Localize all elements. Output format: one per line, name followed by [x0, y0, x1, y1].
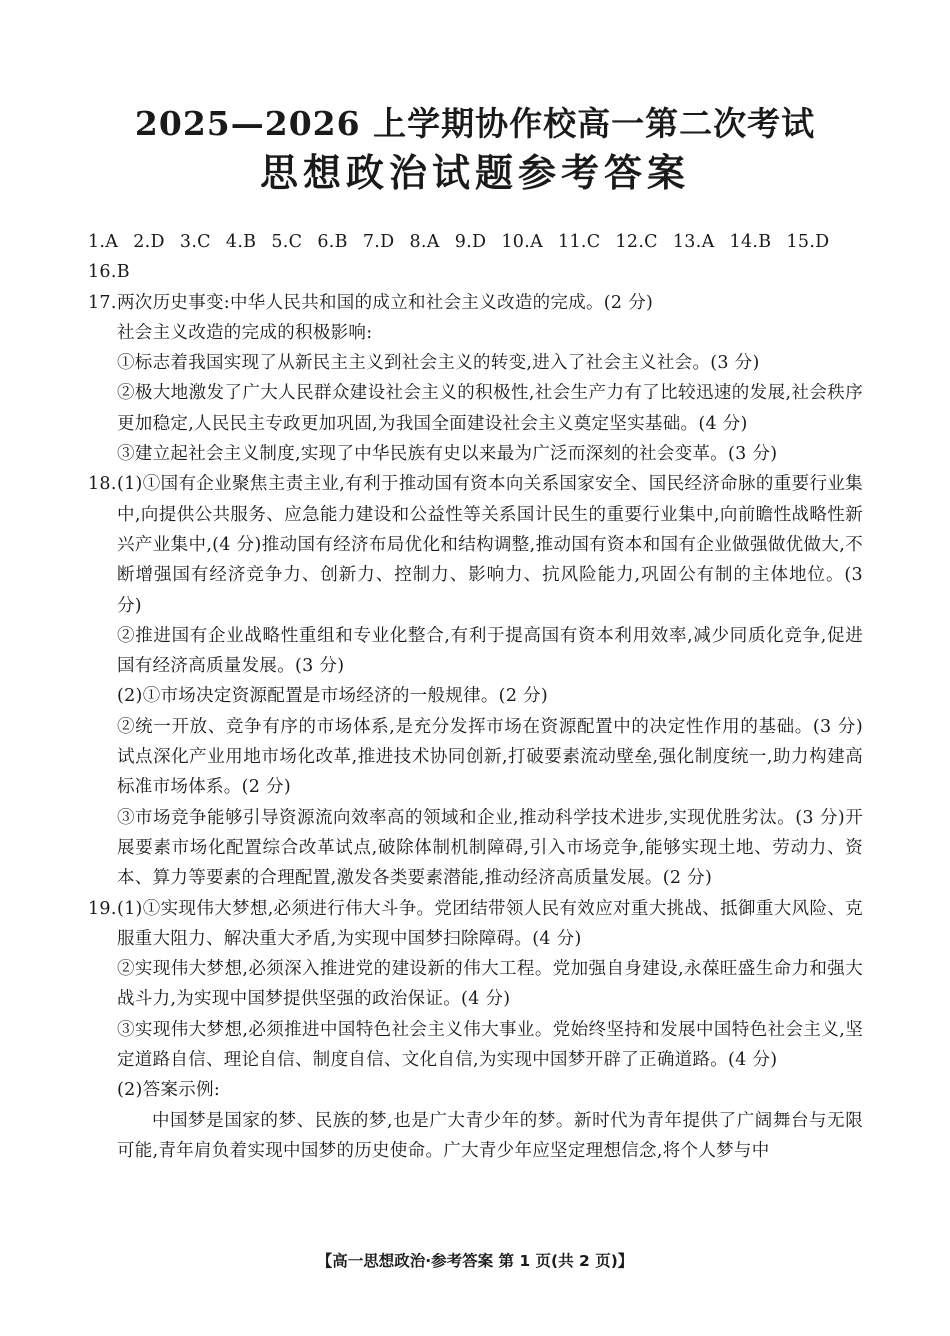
- answer-paragraph: ③市场竞争能够引导资源流向效率高的领域和企业,推动科学技术进步,实现优胜劣汰。(3 分)开展要素市场化配置综合改革试点,破除体制机制障碍,引入市场竞争,能够实现土地、劳动力、资本、算力等要素的合理配置,激发各类要素潜能,推动经济高质量发展。(2 分): [117, 807, 863, 889]
- question-19: [88, 894, 863, 955]
- choice-answers: [88, 227, 863, 288]
- question-number: 18.: [88, 474, 117, 495]
- choice-answer: 16.B: [88, 262, 130, 283]
- exam-title: 2025—2026 上学期协作校高一第二次考试: [134, 104, 816, 143]
- answer-paragraph: ①标志着我国实现了从新民主主义到社会主义的转变,进入了社会主义社会。(3 分): [117, 353, 760, 374]
- choice-answer: 2.D: [133, 232, 165, 252]
- choice-answer: 10.A: [501, 232, 544, 252]
- answer-paragraph: (2)①市场决定资源配置是市场经济的一般规律。(2 分): [117, 686, 549, 707]
- document-title: 思想政治试题参考答案: [259, 151, 690, 195]
- choice-answer: 13.A: [672, 232, 715, 252]
- question-18: [88, 469, 863, 620]
- answer-paragraph: ②推进国有企业战略性重组和专业化整合,有利于提高国有资本利用效率,减少同质化竞争,促进国有经济高质量发展。(3 分): [117, 625, 863, 677]
- page-footer: 【高一思想政治·参考答案 第 1 页(共 2 页)】: [316, 1252, 634, 1270]
- choice-answer: 15.D: [786, 232, 830, 252]
- answer-text: (1)①实现伟大梦想,必须进行伟大斗争。党团结带领人民有效应对重大挑战、抵御重大风险、克服重大阻力、解决重大矛盾,为实现中国梦扫除障碍。(4 分): [117, 898, 863, 949]
- choice-answer: 1.A: [88, 232, 119, 252]
- answer-paragraph: (2)答案示例:: [117, 1080, 221, 1101]
- answer-paragraph: ②实现伟大梦想,必须深入推进党的建设新的伟大工程。党加强自身建设,永葆旺盛生命力和强大战斗力,为实现中国梦提供坚强的政治保证。(4 分): [117, 959, 863, 1010]
- choice-answer: 8.A: [409, 232, 440, 252]
- choice-answer: 3.C: [179, 232, 211, 252]
- answer-paragraph: ③建立起社会主义制度,实现了中华民族有史以来最为广泛而深刻的社会变革。(3 分): [117, 444, 778, 465]
- choice-answer: 4.B: [225, 232, 257, 252]
- answer-text: 两次历史事变:中华人民共和国的成立和社会主义改造的完成。(2 分): [117, 292, 654, 313]
- answer-paragraph: ②统一开放、竞争有序的市场体系,是充分发挥市场在资源配置中的决定性作用的基础。(3 分)试点深化产业用地市场化改革,推进技术协同创新,打破要素流动壁垒,强化制度统一,助力构建高标准市场体系。(2 分): [117, 716, 863, 798]
- answer-content: [88, 227, 863, 1166]
- choice-answer: 14.B: [729, 232, 772, 252]
- choice-answer: 7.D: [362, 232, 395, 252]
- choice-answer: 11.C: [558, 232, 601, 252]
- question-number: 19.: [88, 898, 117, 919]
- answer-paragraph: ②极大地激发了广大人民群众建设社会主义的积极性,社会生产力有了比较迅速的发展,社会秩序更加稳定,人民民主专政更加巩固,为我国全面建设社会主义奠定坚实基础。(4 分): [117, 383, 863, 434]
- choice-answer: 6.B: [317, 232, 348, 252]
- choice-answer: 5.C: [271, 232, 303, 252]
- answer-text: (1)①国有企业聚焦主责主业,有利于推动国有资本向关系国家安全、国民经济命脉的重要行业集中,向提供公共服务、应急能力建设和公益性等关系国计民生的重要行业集中,向前瞻性战略性新兴产业集中,(4 分)推动国有经济布局优化和结构调整,推动国有资本和国有企业做强做优做大,不断增强国有经济竞争力、创新力、控制力、影响力、抗风险能力,巩固公有制的主体地位。(3 分): [117, 474, 863, 616]
- question-17: [88, 288, 863, 318]
- answer-paragraph: ③实现伟大梦想,必须推进中国特色社会主义伟大事业。党始终坚持和发展中国特色社会主义,坚定道路自信、理论自信、制度自信、文化自信,为实现中国梦开辟了正确道路。(4 分): [117, 1019, 863, 1071]
- choice-answer: 12.C: [615, 232, 658, 252]
- sample-essay: 中国梦是国家的梦、民族的梦,也是广大青少年的梦。新时代为青年提供了广阔舞台与无限可能,青年肩负着实现中国梦的历史使命。广大青少年应坚定理想信念,将个人梦与中: [117, 1110, 863, 1161]
- choice-answer: 9.D: [454, 232, 487, 252]
- answer-paragraph: 社会主义改造的完成的积极影响:: [117, 322, 373, 343]
- question-number: 17.: [88, 292, 117, 313]
